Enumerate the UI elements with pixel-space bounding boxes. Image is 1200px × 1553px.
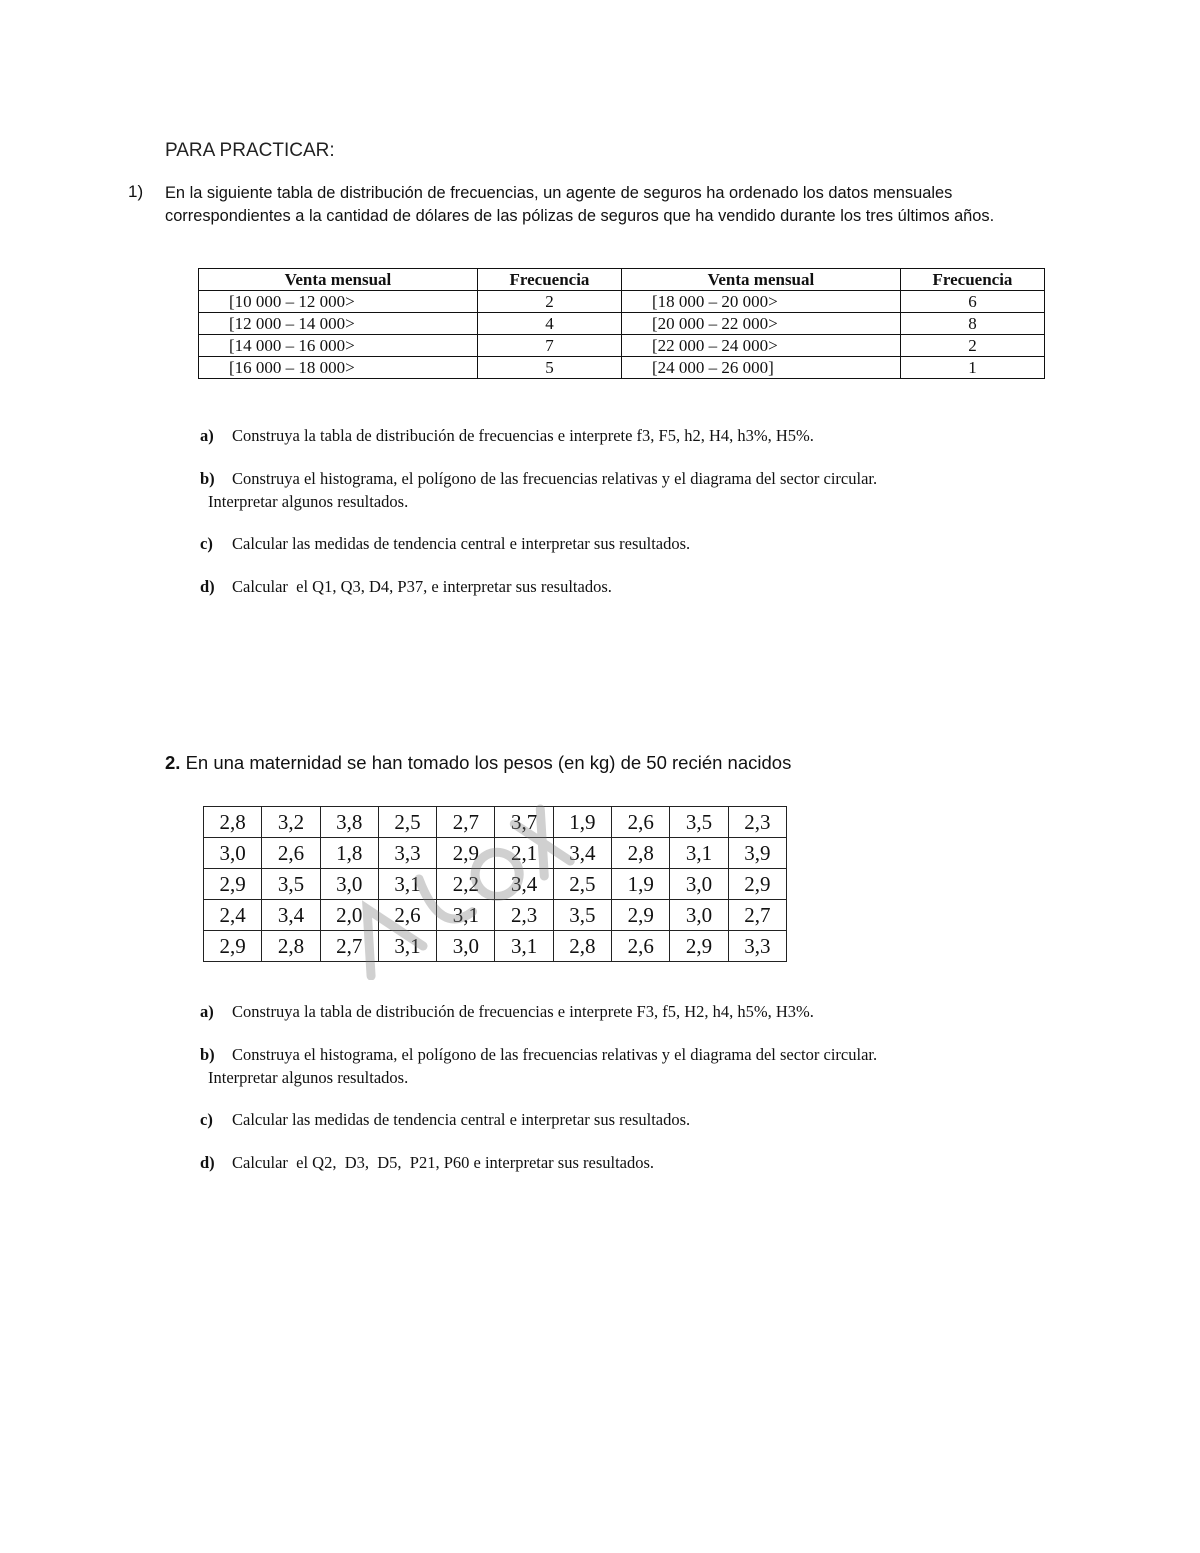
table-cell: 3,2 xyxy=(262,807,320,838)
table-cell: 2,3 xyxy=(728,807,786,838)
question-2-text: En una maternidad se han tomado los pesos (en kg) de 50 recién nacidos xyxy=(185,752,792,773)
table-cell: 2 xyxy=(477,291,621,313)
table-cell: 2,5 xyxy=(553,869,611,900)
table-cell: 3,0 xyxy=(320,869,378,900)
birth-weights-table xyxy=(203,806,787,962)
header-venta-mensual-1: Venta mensual xyxy=(199,269,478,291)
table-cell: 2,6 xyxy=(262,838,320,869)
table-cell: 1 xyxy=(900,357,1044,379)
table-cell: [10 000 – 12 000> xyxy=(199,291,478,313)
q2-item-b xyxy=(200,1043,1050,1089)
question-2-number: 2. xyxy=(165,752,181,773)
table-cell: 3,1 xyxy=(378,931,436,962)
table-cell: 2,9 xyxy=(728,869,786,900)
table-cell: 2,9 xyxy=(437,838,495,869)
table-cell: 2,9 xyxy=(612,900,670,931)
table-cell: 3,4 xyxy=(262,900,320,931)
table-row xyxy=(199,313,1045,335)
item-label: d) xyxy=(200,1153,215,1172)
table-cell: 2,9 xyxy=(204,869,262,900)
table-cell: 3,0 xyxy=(670,900,728,931)
table-cell: 7 xyxy=(477,335,621,357)
table-row xyxy=(204,931,787,962)
item-label: b) xyxy=(200,1045,215,1064)
table-cell: 1,8 xyxy=(320,838,378,869)
table-cell: 2,7 xyxy=(320,931,378,962)
sales-frequency-table xyxy=(198,268,1045,379)
table-cell: 3,1 xyxy=(670,838,728,869)
table-cell: 3,3 xyxy=(378,838,436,869)
header-venta-mensual-2: Venta mensual xyxy=(621,269,900,291)
table-row xyxy=(204,900,787,931)
table-cell: 3,0 xyxy=(437,931,495,962)
item-label: c) xyxy=(200,534,213,553)
table-cell: [18 000 – 20 000> xyxy=(621,291,900,313)
table-cell: 2,7 xyxy=(437,807,495,838)
table-row xyxy=(204,869,787,900)
table-cell: 2,9 xyxy=(204,931,262,962)
table-cell: 2,4 xyxy=(204,900,262,931)
item-label: a) xyxy=(200,1002,214,1021)
question-1-number: 1) xyxy=(128,182,144,201)
table-cell: 2,8 xyxy=(612,838,670,869)
table-cell: 2,6 xyxy=(378,900,436,931)
item-text: Construya el histograma, el polígono de las frecuencias relativas y el diagrama del sector circular. xyxy=(232,1045,878,1064)
table-cell: 2,5 xyxy=(378,807,436,838)
q1-item-b xyxy=(200,467,1050,513)
item-label: c) xyxy=(200,1110,213,1129)
q1-item-a xyxy=(200,424,1050,447)
question-1-text: En la siguiente tabla de distribución de frecuencias, un agente de seguros ha ordenado los datos mensuales correspondientes a la cantidad de dólares de las pólizas de seguros que ha vendido durante los tres últimos años. xyxy=(165,184,995,225)
table-cell: 2,3 xyxy=(495,900,553,931)
table-cell: 3,1 xyxy=(495,931,553,962)
table-cell: 2,0 xyxy=(320,900,378,931)
item-text: Calcular las medidas de tendencia central e interpretar sus resultados. xyxy=(232,534,691,553)
item-continuation: Interpretar algunos resultados. xyxy=(208,1068,409,1087)
table-cell: 2 xyxy=(900,335,1044,357)
q1-item-c xyxy=(200,532,1050,555)
item-text: Calcular el Q2, D3, D5, P21, P60 e interpretar sus resultados. xyxy=(232,1153,655,1172)
table-cell: 1,9 xyxy=(612,869,670,900)
table-row xyxy=(199,291,1045,313)
table-cell: 3,5 xyxy=(553,900,611,931)
table-cell: 8 xyxy=(900,313,1044,335)
q2-item-a xyxy=(200,1000,1050,1023)
table-cell: 3,1 xyxy=(378,869,436,900)
table-cell: 3,5 xyxy=(670,807,728,838)
table-cell: 2,9 xyxy=(670,931,728,962)
table-cell: 2,8 xyxy=(262,931,320,962)
table-cell: 3,4 xyxy=(495,869,553,900)
table-cell: 1,9 xyxy=(553,807,611,838)
table-row xyxy=(199,335,1045,357)
table-cell: [16 000 – 18 000> xyxy=(199,357,478,379)
table-cell: 2,1 xyxy=(495,838,553,869)
table-cell: 3,9 xyxy=(728,838,786,869)
item-text: Construya la tabla de distribución de frecuencias e interprete F3, f5, H2, h4, h5%, H3%. xyxy=(232,1002,814,1021)
table-header-row xyxy=(199,269,1045,291)
question-2-title xyxy=(165,752,791,774)
header-frecuencia-1: Frecuencia xyxy=(477,269,621,291)
table-cell: [12 000 – 14 000> xyxy=(199,313,478,335)
item-text: Construya el histograma, el polígono de las frecuencias relativas y el diagrama del sector circular. xyxy=(232,469,878,488)
table-cell: 3,3 xyxy=(728,931,786,962)
table-cell: 3,0 xyxy=(670,869,728,900)
table-cell: 3,8 xyxy=(320,807,378,838)
item-text: Calcular el Q1, Q3, D4, P37, e interpretar sus resultados. xyxy=(232,577,612,596)
table-cell: 3,7 xyxy=(495,807,553,838)
q1-item-d xyxy=(200,575,1050,598)
table-cell: 6 xyxy=(900,291,1044,313)
table-cell: 3,1 xyxy=(437,900,495,931)
table-cell: 2,2 xyxy=(437,869,495,900)
table-cell: 2,8 xyxy=(204,807,262,838)
item-continuation: Interpretar algunos resultados. xyxy=(208,492,409,511)
table-row xyxy=(204,807,787,838)
item-label: b) xyxy=(200,469,215,488)
item-label: a) xyxy=(200,426,214,445)
table-cell: [22 000 – 24 000> xyxy=(621,335,900,357)
table-cell: 3,5 xyxy=(262,869,320,900)
table-cell: 2,6 xyxy=(612,807,670,838)
header-frecuencia-2: Frecuencia xyxy=(900,269,1044,291)
table-cell: [14 000 – 16 000> xyxy=(199,335,478,357)
table-cell: 2,8 xyxy=(553,931,611,962)
table-cell: 2,6 xyxy=(612,931,670,962)
table-cell: 5 xyxy=(477,357,621,379)
table-cell: 3,0 xyxy=(204,838,262,869)
item-label: d) xyxy=(200,577,215,596)
q2-item-c xyxy=(200,1108,1050,1131)
table-cell: 4 xyxy=(477,313,621,335)
table-cell: [20 000 – 22 000> xyxy=(621,313,900,335)
q2-item-d xyxy=(200,1151,1050,1174)
item-text: Construya la tabla de distribución de frecuencias e interprete f3, F5, h2, H4, h3%, H5%. xyxy=(232,426,814,445)
page-heading: PARA PRACTICAR: xyxy=(165,140,335,161)
table-row xyxy=(199,357,1045,379)
table-row xyxy=(204,838,787,869)
table-cell: [24 000 – 26 000] xyxy=(621,357,900,379)
item-text: Calcular las medidas de tendencia central e interpretar sus resultados. xyxy=(232,1110,691,1129)
table-cell: 3,4 xyxy=(553,838,611,869)
table-cell: 2,7 xyxy=(728,900,786,931)
